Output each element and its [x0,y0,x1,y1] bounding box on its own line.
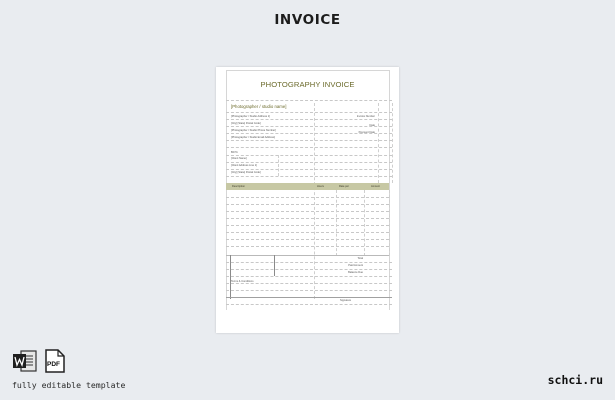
title-underline [226,100,392,101]
divider [226,290,392,291]
sender-line: [City] [State] Postal Code] [231,121,261,125]
total-label: Total [357,256,363,260]
sender-line: [Photographer / Studio Email Address] [231,135,275,139]
divider [226,276,392,277]
divider [226,112,392,113]
balance-due-label: Balance Due [348,270,363,274]
terms-label: Terms & Conditions [231,279,254,283]
meta-label: Invoice Number [356,115,375,118]
sender-line: [Photographer / Studio Phone Number] [231,128,276,132]
sender-line: [Photographer / Studio Address 1] [231,114,270,118]
column-guide [378,103,379,183]
divider [226,162,392,163]
divider [226,140,392,141]
client-line: [Client Name] [231,157,247,160]
pdf-icon [44,349,66,373]
studio-name: [Photographer / studio name] [231,104,287,109]
column-guide [336,190,337,256]
client-line: [City] [State] Postal Code] [231,171,261,174]
table-header [226,183,389,190]
signature-label: Signature [340,298,352,302]
divider [226,304,392,305]
col-amount: Amount [371,184,380,188]
totals-guide [274,255,275,276]
column-guide [389,190,390,256]
signature-line [226,297,392,298]
divider [226,176,392,177]
pdf-label: PDF [47,361,60,368]
divider [226,119,392,120]
meta-label: Payment Date [358,131,375,134]
word-icon [12,349,34,373]
divider [226,262,392,263]
divider [226,147,392,148]
column-guide [392,103,393,183]
divider [226,283,392,284]
column-guide [364,190,365,256]
column-guide [278,155,279,176]
col-rate: Rate per [339,184,349,188]
client-line: [Client Address Line 1] [231,164,257,167]
meta-label: Date [369,124,375,127]
invoice-preview [216,67,399,333]
col-description: Description [232,184,245,188]
page-heading: INVOICE [274,12,341,28]
brand-name[interactable]: schci.ru [547,373,603,387]
divider [226,269,392,270]
bill-to-label: Bill To [231,151,238,154]
divider [226,155,392,156]
tagline: fully editable template [12,380,126,390]
paid-amount-label: Paid Amount [348,263,363,267]
col-hours: Hours [317,184,324,188]
invoice-title: PHOTOGRAPHY INVOICE [260,80,355,89]
totals-divider [226,255,389,256]
divider [226,169,392,170]
